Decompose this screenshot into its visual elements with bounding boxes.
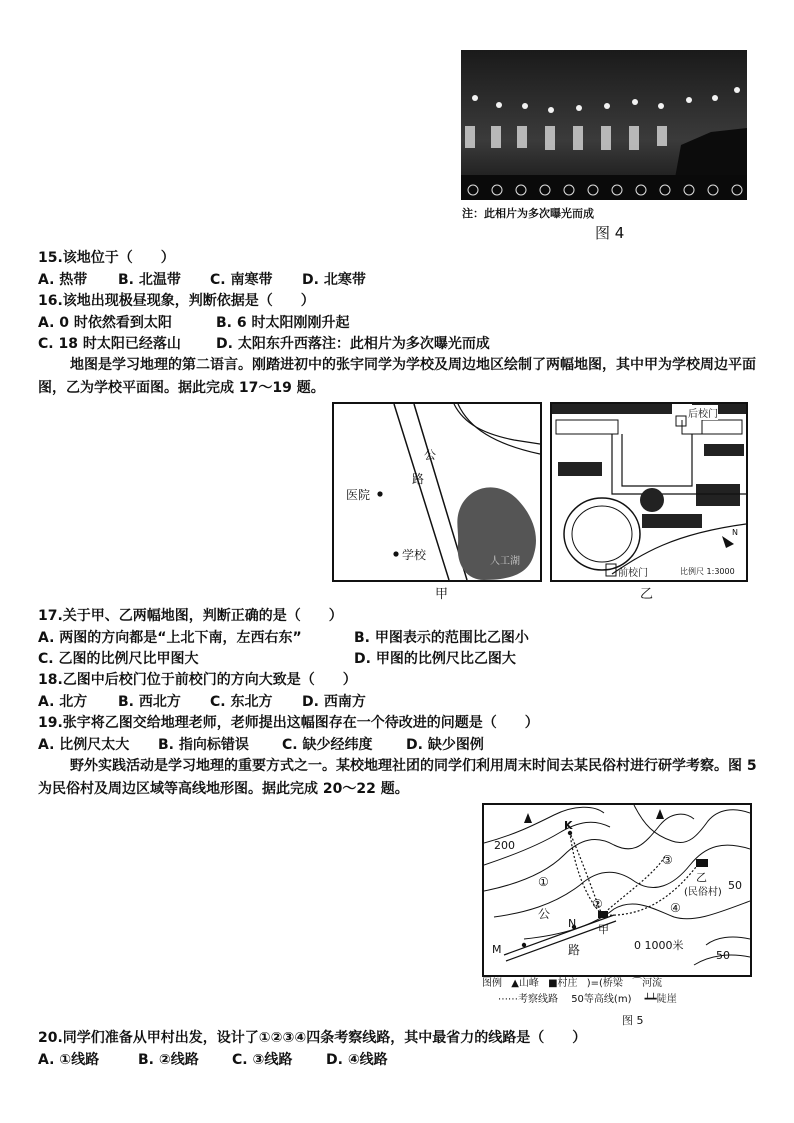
q15-option-c[interactable]: C. 南寒带: [210, 272, 273, 288]
map-jia-hospital: 医院: [346, 488, 371, 502]
map-yi-drawing: [552, 404, 746, 580]
legend-village-label: 村庄: [557, 978, 578, 989]
figure5-village-jia: 甲: [598, 923, 609, 936]
legend-river-icon: ⌒: [632, 978, 643, 989]
q19-option-c[interactable]: C. 缺少经纬度: [282, 737, 373, 753]
q18-option-b[interactable]: B. 西北方: [118, 694, 181, 710]
figure5-road-label-1: 公: [538, 907, 551, 921]
q19-option-d[interactable]: D. 缺少图例: [406, 737, 484, 753]
figure5-road-label-2: 路: [568, 943, 581, 957]
q16-option-c[interactable]: C. 18 时太阳已经落山: [38, 336, 181, 352]
q17-option-c[interactable]: C. 乙图的比例尺比甲图大: [38, 651, 199, 667]
figure5-contour-200: 200: [494, 839, 515, 852]
question-17-stem: 17.关于甲、乙两幅地图，判断正确的是（ ）: [38, 608, 343, 624]
figure5-caption: 图 5: [622, 1014, 644, 1027]
figure5-contour-map: [482, 803, 752, 977]
map-yi-front-gate: 前校门: [618, 568, 648, 579]
q18-option-c[interactable]: C. 东北方: [210, 694, 273, 710]
map-yi-north-arrow: N: [732, 528, 738, 537]
figure5-route-2: ②: [592, 897, 603, 911]
figure5-contour-50b: 50: [716, 949, 730, 962]
legend-peak-icon: ▲: [511, 978, 519, 989]
question-19-stem: 19.张宇将乙图交给地理老师，老师提出这幅图存在一个待改进的问题是（ ）: [38, 715, 539, 731]
legend-route-label: 考察线路: [518, 994, 558, 1005]
figure4-photo: [461, 50, 747, 200]
figure5-route-1: ①: [538, 875, 549, 889]
map-jia: [332, 402, 542, 582]
q20-option-d[interactable]: D. ④线路: [326, 1052, 388, 1068]
figure5-route-3: ③: [662, 853, 673, 867]
legend-contour-label: 等高线(m): [583, 994, 632, 1005]
map-yi-back-gate: 后校门: [688, 405, 718, 420]
map-jia-road-label-2: 路: [412, 472, 425, 486]
figure5-village-yi: 乙: [696, 871, 707, 884]
legend-bridge-label: 桥梁: [602, 978, 623, 989]
figure5-legend: [482, 976, 748, 1008]
q19-option-b[interactable]: B. 指向标错误: [158, 737, 249, 753]
q16-option-d[interactable]: D. 太阳东升西落注：此相片为多次曝光而成: [216, 336, 490, 352]
map-jia-school: 学校: [402, 548, 427, 562]
q17-option-b[interactable]: B. 甲图表示的范围比乙图小: [354, 630, 529, 646]
figure5-point-n: N: [568, 917, 577, 930]
figure4-caption: 图 4: [595, 224, 625, 242]
q19-option-a[interactable]: A. 比例尺太大: [38, 737, 130, 753]
legend-bridge-icon: )=(: [586, 978, 603, 989]
figure5-route-4: ④: [670, 901, 681, 915]
map-yi: [550, 402, 748, 582]
q15-option-a[interactable]: A. 热带: [38, 272, 88, 288]
map-yi-scale: 比例尺 1:3000: [680, 567, 735, 576]
intro-20-22: 野外实践活动是学习地理的重要方式之一。某校地理社团的同学们利用周末时间去某民俗村进行研学考察。图 5 为民俗村及周边区域等高线地形图。据此完成 20～22 题。: [38, 758, 757, 797]
q18-option-d[interactable]: D. 西南方: [302, 694, 366, 710]
figure5-point-m: M: [492, 943, 502, 956]
q15-option-b[interactable]: B. 北温带: [118, 272, 181, 288]
legend-title: 图例: [482, 978, 502, 989]
q16-option-b[interactable]: B. 6 时太阳刚刚升起: [216, 315, 350, 331]
q20-option-a[interactable]: A. ①线路: [38, 1052, 100, 1068]
map-yi-caption: 乙: [640, 587, 654, 602]
q17-option-d[interactable]: D. 甲图的比例尺比乙图大: [354, 651, 516, 667]
legend-contour-num: 50: [571, 994, 584, 1005]
legend-cliff-label: 陡崖: [656, 994, 677, 1005]
question-16-stem: 16.该地出现极昼现象，判断依据是（ ）: [38, 293, 315, 309]
question-20-stem: 20.同学们准备从甲村出发，设计了①②③④四条考察线路，其中最省力的线路是（ ）: [38, 1030, 587, 1046]
map-jia-lake: 人工湖: [490, 556, 520, 567]
legend-river-label: 河流: [642, 978, 663, 989]
figure4-note: 注：此相片为多次曝光而成: [462, 207, 594, 220]
question-18-stem: 18.乙图中后校门位于前校门的方向大致是（ ）: [38, 672, 357, 688]
figure5-village-name: (民俗村): [684, 887, 722, 898]
legend-village-icon: ■: [548, 978, 558, 989]
q15-option-d[interactable]: D. 北寒带: [302, 272, 366, 288]
legend-peak-label: 山峰: [518, 978, 539, 989]
figure5-scale-bar: 0 1000米: [634, 939, 684, 952]
q18-option-a[interactable]: A. 北方: [38, 694, 88, 710]
q17-option-a[interactable]: A. 两图的方向都是“上北下南，左西右东”: [38, 630, 302, 646]
map-jia-road-label-1: 公: [424, 448, 437, 462]
q20-option-c[interactable]: C. ③线路: [232, 1052, 293, 1068]
legend-route-icon: ⋯⋯: [498, 994, 518, 1005]
question-15-stem: 15.该地位于（ ）: [38, 250, 175, 266]
legend-cliff-icon: ┷┷: [644, 994, 657, 1005]
figure5-contour-50a: 50: [728, 879, 742, 892]
q20-option-b[interactable]: B. ②线路: [138, 1052, 199, 1068]
map-jia-caption: 甲: [435, 587, 449, 602]
multi-exposure-sun-photo: [461, 50, 747, 200]
intro-17-19: 地图是学习地理的第二语言。刚踏进初中的张宇同学为学校及周边地区绘制了两幅地图，其中甲为学校周边平面图，乙为学校平面图。据此完成 17～19 题。: [38, 357, 756, 396]
figure5-point-k: K: [564, 819, 573, 832]
q16-option-a[interactable]: A. 0 时依然看到太阳: [38, 315, 172, 331]
